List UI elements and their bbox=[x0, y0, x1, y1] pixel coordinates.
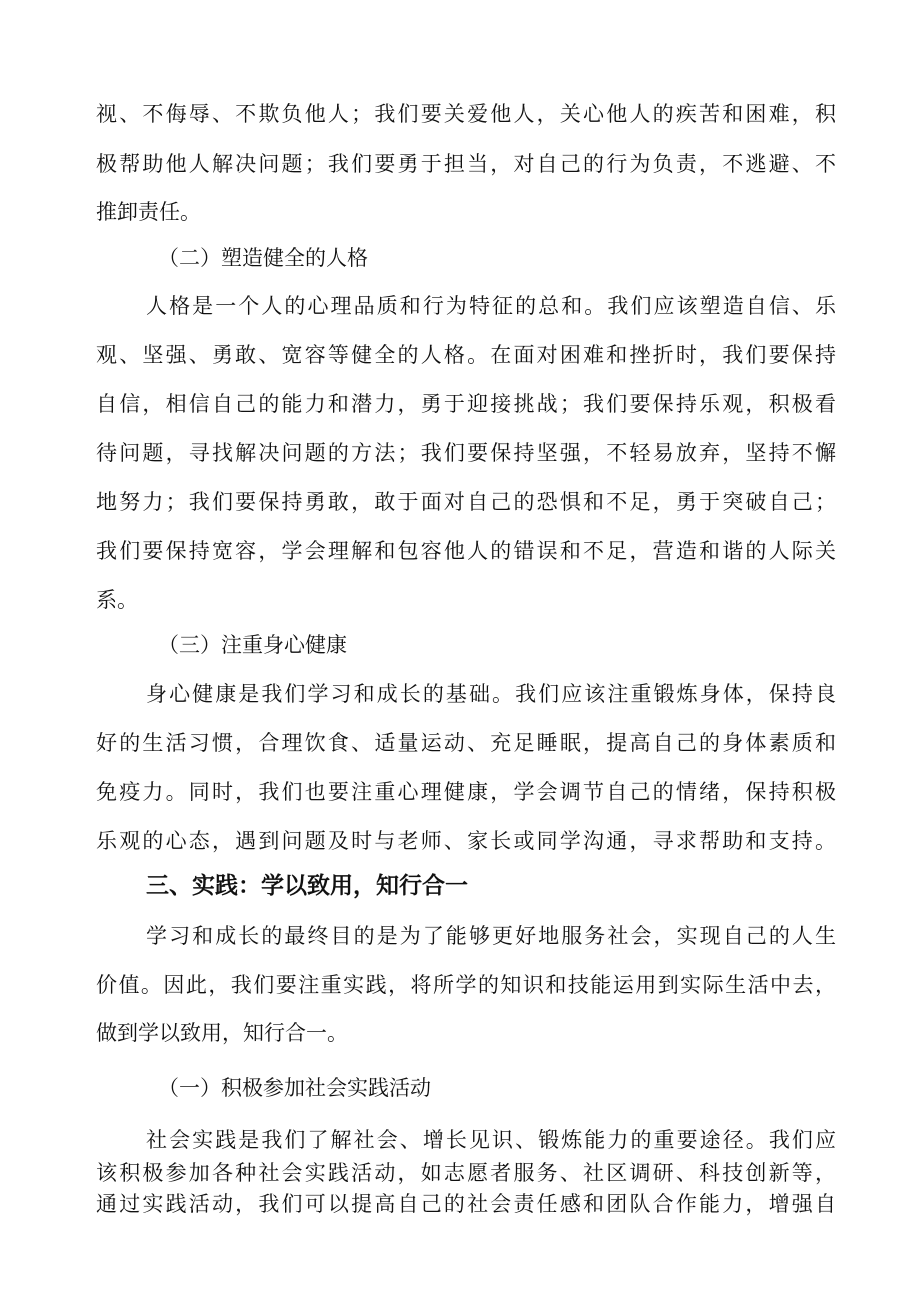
paragraph-line: 视、不侮辱、不欺负他人；我们要关爱他人，关心他人的疾苦和困难，积 bbox=[96, 102, 836, 126]
paragraph-line: 免疫力。同时，我们也要注重心理健康，学会调节自己的情绪，保持积极 bbox=[96, 780, 836, 804]
paragraph-line: 学习和成长的最终目的是为了能够更好地服务社会，实现自己的人生 bbox=[146, 924, 836, 948]
paragraph-line: 系。 bbox=[96, 588, 138, 612]
paragraph-line: 人格是一个人的心理品质和行为特征的总和。我们应该塑造自信、乐 bbox=[146, 294, 836, 318]
section-heading: （三）注重身心健康 bbox=[158, 633, 347, 657]
section-heading: （一）积极参加社会实践活动 bbox=[158, 1076, 431, 1100]
paragraph-line: 做到学以致用，知行合一。 bbox=[96, 1021, 348, 1045]
paragraph-line: 极帮助他人解决问题；我们要勇于担当，对自己的行为负责，不逃避、不 bbox=[96, 152, 836, 176]
paragraph-line: 价值。因此，我们要注重实践，将所学的知识和技能运用到实际生活中去， bbox=[96, 973, 836, 997]
paragraph-line: 我们要保持宽容，学会理解和包容他人的错误和不足，营造和谐的人际关 bbox=[96, 539, 836, 563]
paragraph-line: 待问题，寻找解决问题的方法；我们要保持坚强，不轻易放弃，坚持不懈 bbox=[96, 441, 836, 465]
paragraph-line: 该积极参加各种社会实践活动，如志愿者服务、社区调研、科技创新等， bbox=[96, 1161, 836, 1185]
paragraph-line: 推卸责任。 bbox=[96, 200, 201, 224]
paragraph-line: 通过实践活动，我们可以提高自己的社会责任感和团队合作能力，增强自 bbox=[96, 1192, 836, 1216]
major-heading: 三、实践：学以致用，知行合一 bbox=[146, 873, 468, 899]
paragraph-line: 乐观的心态，遇到问题及时与老师、家长或同学沟通，寻求帮助和支持。 bbox=[96, 829, 836, 853]
paragraph-line: 自信，相信自己的能力和潜力，勇于迎接挑战；我们要保持乐观，积极看 bbox=[96, 392, 836, 416]
paragraph-line: 好的生活习惯，合理饮食、适量运动、充足睡眠，提高自己的身体素质和 bbox=[96, 731, 836, 755]
paragraph-line: 地努力；我们要保持勇敢，敢于面对自己的恐惧和不足，勇于突破自己； bbox=[96, 490, 836, 514]
paragraph-line: 身心健康是我们学习和成长的基础。我们应该注重锻炼身体，保持良 bbox=[146, 682, 836, 706]
paragraph-line: 观、坚强、勇敢、宽容等健全的人格。在面对困难和挫折时，我们要保持 bbox=[96, 343, 836, 367]
paragraph-line: 社会实践是我们了解社会、增长见识、锻炼能力的重要途径。我们应 bbox=[146, 1128, 836, 1152]
section-heading: （二）塑造健全的人格 bbox=[158, 246, 368, 270]
